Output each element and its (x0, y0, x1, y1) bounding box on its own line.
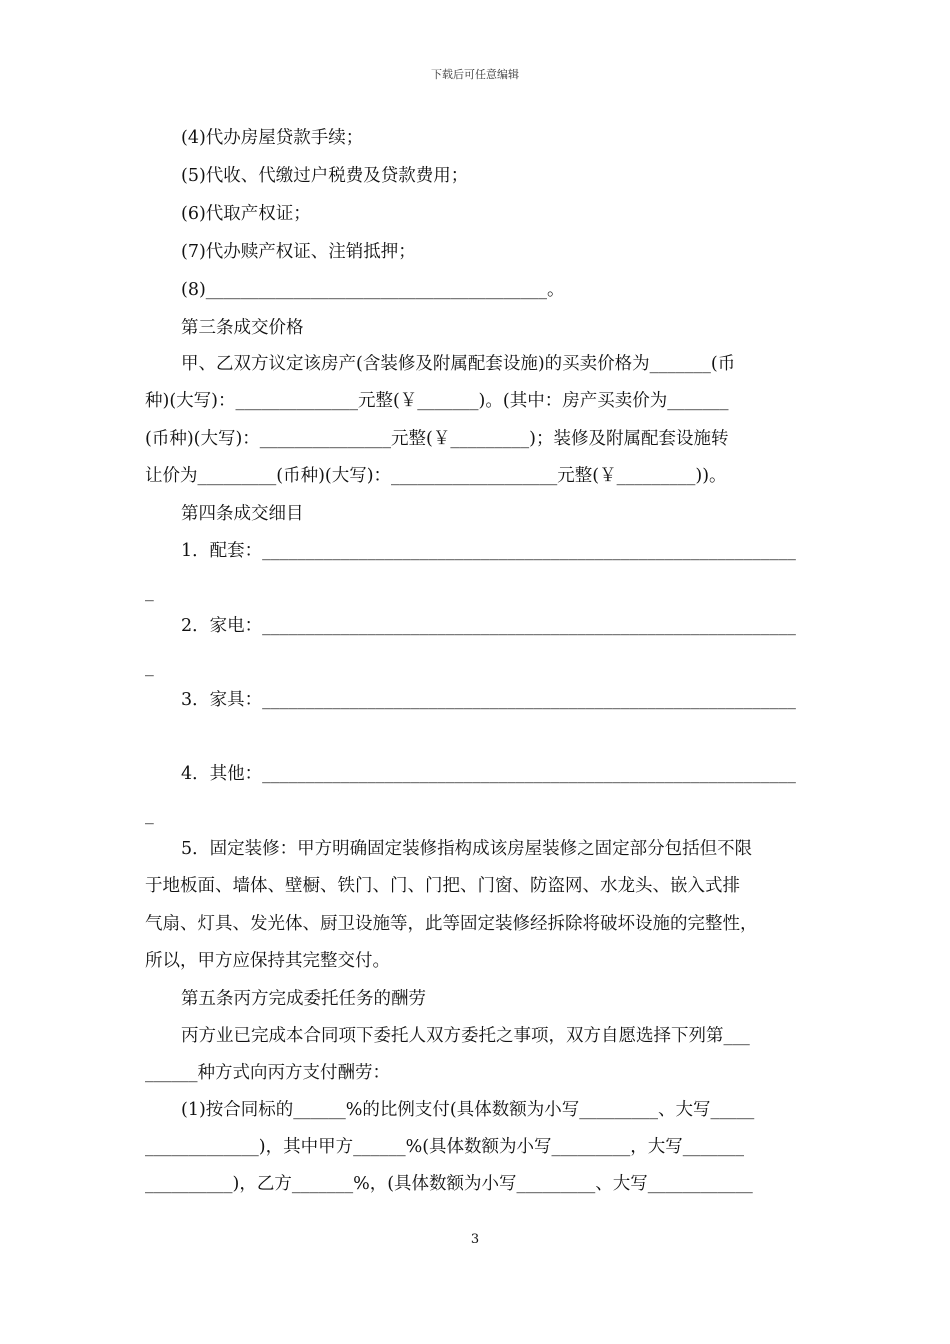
fixed-decoration-2: 于地板面、墙体、壁橱、铁门、门、门把、门窗、防盗网、水龙头、嵌入式排 (145, 876, 740, 896)
clause-8: (8)_______________________________________。 (181, 280, 565, 300)
item-other: 4．其他：_____________________________________________________________ (181, 764, 796, 784)
item-other-cont: _ (145, 805, 154, 825)
remuneration-text-1: 丙方业已完成本合同项下委托人双方委托之事项，双方自愿选择下列第___ (181, 1026, 750, 1046)
remuneration-option-1: (1)按合同标的______%的比例支付(具体数额为小写_________、大写_____ (181, 1100, 755, 1120)
remuneration-option-1-cont: _____________)，其中甲方______%(具体数额为小写_________，大写_______ (145, 1137, 745, 1157)
price-text-1: 甲、乙双方议定该房产(含装修及附属配套设施)的买卖价格为_______(币 (181, 354, 736, 374)
clause-6: (6)代取产权证； (181, 204, 311, 224)
item-furniture: 3．家具：_____________________________________________________________ (181, 690, 796, 710)
clause-4: (4)代办房屋贷款手续； (181, 128, 364, 148)
clause-7: (7)代办赎产权证、注销抵押； (181, 242, 416, 262)
page-header: 下载后可任意编辑 (431, 68, 519, 81)
article-4-title: 第四条成交细目 (181, 504, 304, 524)
price-text-2: 种)(大写)：______________元整(￥_______)。(其中：房产买卖价为_______ (145, 391, 729, 411)
fixed-decoration-3: 气扇、灯具、发光体、厨卫设施等，此等固定装修经拆除将破坏设施的完整性， (145, 914, 758, 934)
article-5-title: 第五条丙方完成委托任务的酬劳 (181, 989, 426, 1009)
item-facilities: 1．配套：_____________________________________________________________ (181, 541, 796, 561)
remuneration-option-1-cont-2: __________)，乙方_______%，(具体数额为小写_________、大写____________ (145, 1174, 753, 1194)
item-facilities-cont: _ (145, 582, 154, 602)
remuneration-text-2: ______种方式向丙方支付酬劳： (145, 1063, 390, 1083)
price-text-4: 让价为_________(币种)(大写)：___________________元整(￥_________))。 (145, 466, 727, 486)
article-3-title: 第三条成交价格 (181, 318, 304, 338)
item-appliances: 2．家电：_____________________________________________________________ (181, 616, 796, 636)
price-text-3: (币种)(大写)：_______________元整(￥_________)；装修及附属配套设施转 (145, 429, 729, 449)
fixed-decoration-1: 5．固定装修：甲方明确固定装修指构成该房屋装修之固定部分包括但不限 (181, 839, 753, 859)
page-number: 3 (470, 1232, 480, 1247)
clause-5: (5)代收、代缴过户税费及贷款费用； (181, 166, 469, 186)
fixed-decoration-4: 所以，甲方应保持其完整交付。 (145, 951, 390, 971)
item-appliances-cont: _ (145, 657, 154, 677)
